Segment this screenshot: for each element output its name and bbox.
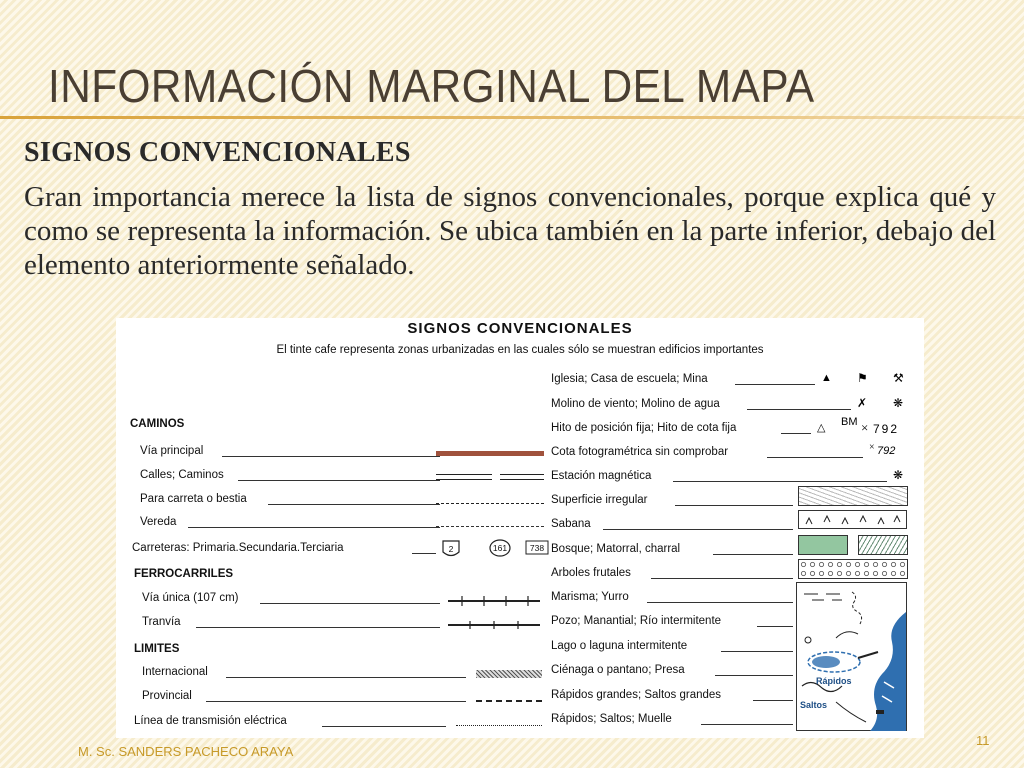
footer-author: M. Sc. SANDERS PACHECO ARAYA — [78, 744, 294, 759]
legend-label: Provincial — [142, 690, 192, 702]
legend-row-provincial — [142, 690, 542, 706]
estacion-icon: ❋ — [893, 468, 904, 482]
section-caminos: CAMINOS — [130, 418, 185, 430]
legend-label: Para carreta o bestia — [140, 493, 247, 505]
legend-row-vereda — [140, 516, 540, 532]
caminos-symbol — [500, 474, 544, 480]
legend-label: Carreteras: Primaria.Secundaria.Terciaria — [132, 542, 344, 554]
carreta-symbol — [436, 503, 544, 504]
legend-row-carreta — [140, 493, 540, 509]
legend-row-via-principal — [140, 445, 540, 461]
legend-row-carreteras — [132, 542, 545, 558]
legend-label: Rápidos; Saltos; Muelle — [551, 713, 672, 725]
legend-label: Ciénaga o pantano; Presa — [551, 664, 685, 676]
bm-label: BM — [841, 416, 858, 428]
legend-row-molino — [551, 398, 911, 414]
legend-row-estacion — [551, 470, 911, 486]
map-label-rapidos: Rápidos — [816, 676, 852, 686]
provincial-symbol — [476, 700, 542, 702]
legend-image — [116, 318, 924, 738]
road-number-primaria: 2 — [448, 544, 454, 554]
legend-label: Hito de posición fija; Hito de cota fija — [551, 422, 737, 434]
arboles-swatch — [798, 559, 908, 579]
sabana-swatch — [798, 510, 908, 530]
legend-row-cota — [551, 442, 911, 462]
mina-icon: ⚒ — [893, 371, 904, 385]
via-unica-symbol — [448, 594, 540, 608]
legend-row-internacional — [142, 666, 542, 682]
vereda-symbol — [436, 526, 544, 527]
legend-label: Vía única (107 cm) — [142, 592, 239, 604]
escuela-icon: ⚑ — [857, 371, 868, 385]
hydrography-map — [796, 582, 908, 732]
hito-triangle-icon: △ — [817, 422, 826, 434]
legend-row-via-unica — [142, 592, 542, 608]
legend-label: Calles; Caminos — [140, 469, 224, 481]
section-limites: LIMITES — [134, 643, 180, 655]
legend-label: Línea de transmisión eléctrica — [134, 715, 287, 727]
legend-label: Bosque; Matorral, charral — [551, 543, 681, 555]
section-ferrocarriles: FERROCARRILES — [134, 568, 234, 580]
cota-marker: × — [869, 442, 875, 453]
title-rule — [0, 116, 1024, 119]
legend-row-tranvia — [142, 616, 542, 632]
legend-note: El tinte cafe representa zonas urbanizadas en las cuales sólo se muestran edificios importantes — [276, 344, 764, 356]
legend-row-bosque — [551, 543, 911, 559]
body-paragraph: Gran importancia merece la lista de signos convencionales, porque explica qué y como se representa la información. Se ubica también en la parte inferior, debajo del elemento anteriormente señalado. — [24, 181, 996, 281]
molino-agua-icon: ❋ — [893, 396, 904, 410]
legend-label: Sabana — [551, 518, 591, 530]
legend-label: Vía principal — [140, 445, 204, 457]
legend-label: Pozo; Manantial; Río intermitente — [551, 615, 722, 627]
superficie-swatch — [798, 486, 908, 506]
legend-label: Tranvía — [142, 616, 181, 628]
map-label-saltos: Saltos — [800, 700, 828, 710]
cota-value: 792 — [877, 445, 896, 457]
legend-row-hito — [551, 416, 911, 438]
legend-row-calles — [140, 469, 540, 485]
legend-label: Marisma; Yurro — [551, 591, 629, 603]
bosque-swatch — [798, 535, 848, 555]
slide-title: INFORMACIÓN MARGINAL DEL MAPA — [48, 60, 815, 112]
legend-label: Iglesia; Casa de escuela; Mina — [551, 373, 708, 385]
bm-value: 792 — [873, 422, 900, 436]
legend-row-transmision — [134, 715, 554, 731]
carreteras-symbols — [440, 538, 550, 560]
bm-cross-icon: × — [861, 420, 869, 435]
iglesia-icon: ▲ — [821, 372, 832, 384]
tranvia-symbol — [448, 618, 540, 632]
via-principal-symbol — [436, 451, 544, 456]
legend-label: Molino de viento; Molino de agua — [551, 398, 720, 410]
legend-label: Internacional — [142, 666, 208, 678]
matorral-swatch — [858, 535, 908, 555]
transmision-symbol — [456, 725, 542, 726]
internacional-symbol — [476, 670, 542, 678]
legend-label: Lago o laguna intermitente — [551, 640, 688, 652]
subheading: SIGNOS CONVENCIONALES — [24, 137, 411, 168]
legend-label: Rápidos grandes; Saltos grandes — [551, 689, 722, 701]
legend-label: Estación magnética — [551, 470, 652, 482]
legend-label: Arboles frutales — [551, 567, 631, 579]
legend-label: Superficie irregular — [551, 494, 648, 506]
page-number: 11 — [976, 733, 990, 748]
road-number-secundaria: 161 — [492, 543, 508, 553]
road-number-terciaria: 738 — [529, 543, 545, 553]
legend-label: Cota fotogramétrica sin comprobar — [551, 446, 729, 458]
legend-title: SIGNOS CONVENCIONALES — [407, 320, 633, 337]
legend-row-iglesia — [551, 373, 911, 389]
calles-symbol — [436, 474, 492, 480]
molino-viento-icon: ✗ — [857, 396, 868, 410]
legend-label: Vereda — [140, 516, 177, 528]
